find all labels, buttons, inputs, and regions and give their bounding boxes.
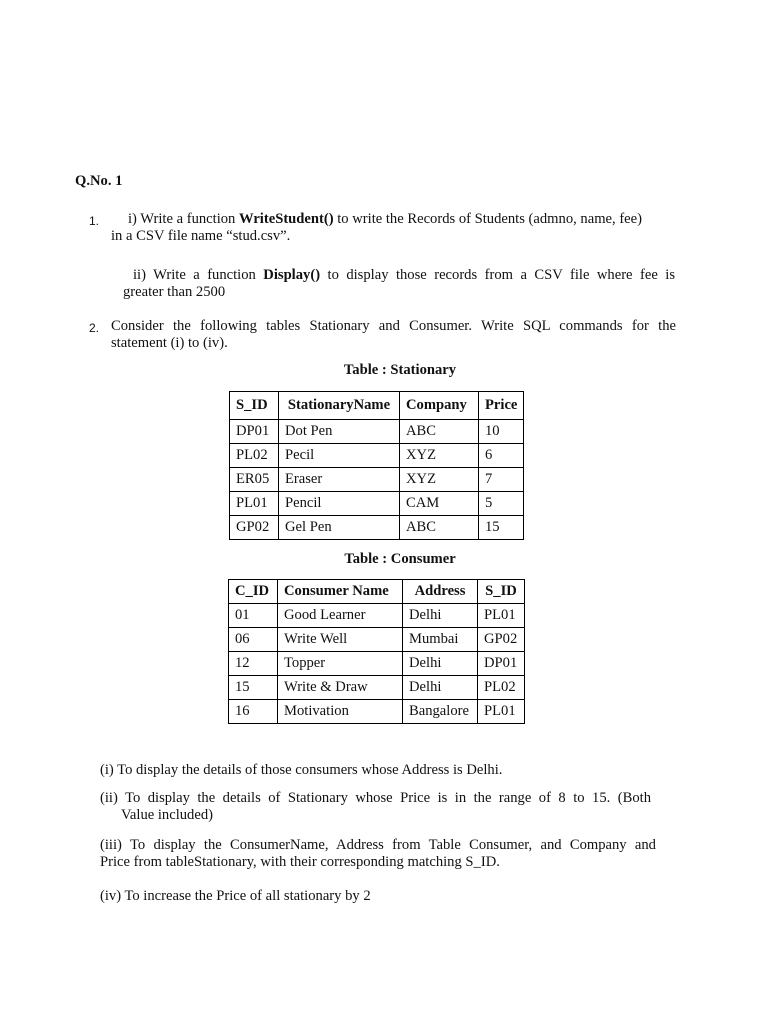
table-row	[229, 676, 525, 700]
statement-i-text: To display the details of those consumers whose Address is Delhi.	[117, 762, 503, 778]
table-cell: ABC	[400, 420, 479, 444]
table-cell: PL01	[230, 492, 279, 516]
statement-iv	[100, 888, 660, 905]
header-cell: Consumer Name	[278, 580, 403, 604]
table-cell: Delhi	[403, 604, 478, 628]
q1-part-i-post: to write the Records of Students (admno, name, fee)	[333, 211, 643, 227]
q1-part-ii-pre: ii) Write a function	[133, 267, 264, 283]
table-cell: GP02	[478, 628, 525, 652]
table-cell: PL01	[478, 700, 525, 724]
table-cell: 15	[479, 516, 524, 540]
table-cell: Motivation	[278, 700, 403, 724]
q2-line1: Consider the following tables Stationary and Consumer. Write SQL commands for the	[111, 318, 676, 334]
stationary-caption: Table : Stationary	[343, 362, 457, 378]
table-cell: DP01	[478, 652, 525, 676]
statement-ii-text2: Value included)	[121, 807, 213, 823]
table-cell: Dot Pen	[279, 420, 400, 444]
header-cell: StationaryName	[279, 392, 400, 420]
table-cell: Gel Pen	[279, 516, 400, 540]
q1-part-ii	[123, 267, 675, 301]
header-cell: C_ID	[229, 580, 278, 604]
q1-part-i	[111, 211, 675, 245]
q2-number: 2.	[89, 321, 100, 335]
statement-ii-text1: To display the details of Stationary whose Price is in the range of 8 to 15. (Both	[125, 790, 651, 806]
statement-iii-text1: To display the ConsumerName, Address from Table Consumer, and Company and	[129, 837, 656, 853]
question-number: Q.No. 1	[75, 173, 123, 189]
q1-part-ii-post: to display those records from a CSV file where fee is	[320, 267, 675, 283]
table-cell: CAM	[400, 492, 479, 516]
table-cell: 01	[229, 604, 278, 628]
table-cell: Write Well	[278, 628, 403, 652]
statement-iii-text2: Price from tableStationary, with their corresponding matching S_ID.	[100, 854, 500, 870]
table-row	[229, 652, 525, 676]
q1-part-ii-function: Display()	[263, 267, 321, 283]
statement-iii-label: (iii)	[100, 837, 122, 853]
statement-ii-label: (ii)	[100, 790, 118, 806]
table-row	[230, 420, 524, 444]
table-row	[229, 628, 525, 652]
consumer-table	[228, 579, 525, 724]
header-cell: S_ID	[230, 392, 279, 420]
statement-iv-text: To increase the Price of all stationary by 2	[124, 888, 371, 904]
table-cell: DP01	[230, 420, 279, 444]
table-row	[230, 516, 524, 540]
table-cell: Good Learner	[278, 604, 403, 628]
table-row	[230, 492, 524, 516]
table-cell: XYZ	[400, 444, 479, 468]
statement-i-label: (i)	[100, 762, 114, 778]
statement-i	[100, 762, 660, 779]
table-cell: 10	[479, 420, 524, 444]
header-cell: Price	[479, 392, 524, 420]
table-cell: GP02	[230, 516, 279, 540]
table-cell: ER05	[230, 468, 279, 492]
q1-number: 1.	[89, 214, 100, 228]
stationary-table	[229, 391, 524, 540]
table-cell: 6	[479, 444, 524, 468]
table-cell: Eraser	[279, 468, 400, 492]
consumer-caption: Table : Consumer	[344, 551, 456, 567]
table-cell: 15	[229, 676, 278, 700]
q2-text	[111, 318, 676, 352]
table-cell: PL01	[478, 604, 525, 628]
table-row	[229, 700, 525, 724]
table-cell: Write & Draw	[278, 676, 403, 700]
table-cell: Pencil	[279, 492, 400, 516]
table-row	[229, 604, 525, 628]
table-cell: Delhi	[403, 652, 478, 676]
table-row	[230, 444, 524, 468]
table-cell: 5	[479, 492, 524, 516]
q1-part-i-line2: in a CSV file name “stud.csv”.	[111, 228, 291, 244]
table-header-row	[230, 392, 524, 420]
table-cell: Mumbai	[403, 628, 478, 652]
header-cell: Company	[400, 392, 479, 420]
table-row	[230, 468, 524, 492]
table-cell: 12	[229, 652, 278, 676]
q2-line2: statement (i) to (iv).	[111, 335, 228, 351]
table-cell: Topper	[278, 652, 403, 676]
statement-iv-label: (iv)	[100, 888, 122, 904]
table-cell: Bangalore	[403, 700, 478, 724]
table-cell: 7	[479, 468, 524, 492]
table-cell: Pecil	[279, 444, 400, 468]
table-cell: 16	[229, 700, 278, 724]
table-cell: Delhi	[403, 676, 478, 700]
header-cell: Address	[403, 580, 478, 604]
q1-part-ii-line2: greater than 2500	[123, 284, 226, 300]
table-cell: 06	[229, 628, 278, 652]
table-cell: ABC	[400, 516, 479, 540]
statement-iii	[100, 837, 656, 871]
statement-ii	[100, 790, 651, 824]
table-cell: XYZ	[400, 468, 479, 492]
header-cell: S_ID	[478, 580, 525, 604]
q1-part-i-pre: i) Write a function	[128, 211, 239, 227]
q1-part-i-function: WriteStudent()	[239, 211, 334, 227]
table-cell: PL02	[478, 676, 525, 700]
table-cell: PL02	[230, 444, 279, 468]
table-header-row	[229, 580, 525, 604]
